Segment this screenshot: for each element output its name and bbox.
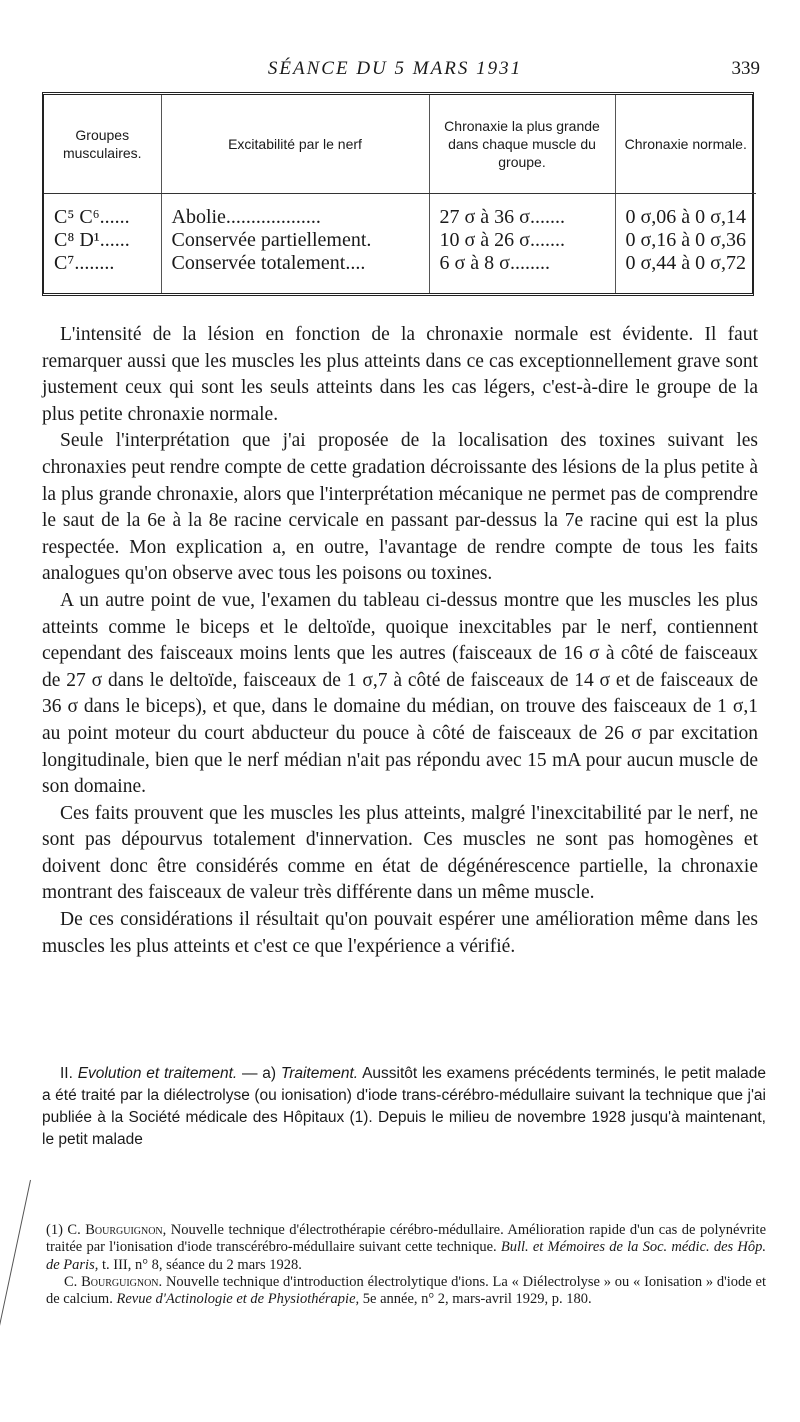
- table-cell: Conservée totalement....: [171, 252, 366, 274]
- footnote-ref: t. III, n° 8, séance du 2 mars 1928.: [101, 1256, 302, 1273]
- table-cell: 10 σ à 26 σ.......: [439, 229, 565, 251]
- groupes-cell: [44, 194, 161, 294]
- footnote-1: [46, 1222, 766, 1274]
- footnote-ref: 5e année, n° 2, mars-avril 1929, p. 180.: [362, 1291, 592, 1308]
- paragraph: De ces considérations il résultait qu'on pouvait espérer une amélioration même dans les muscles les plus atteints et c'est ce que l'expérience a vérifié.: [42, 909, 758, 957]
- paragraph: A un autre point de vue, l'examen du tableau ci-dessus montre que les muscles les plus atteints comme le biceps et le deltoïde, quoique inexcitables par le nerf, contiennent cependant des faisceaux moins lents que les autres (faisceaux de 16 σ à côté de faisceaux de 27 σ dans le deltoïde, faisceaux de 1 σ,7 à côté de faisceaux de 14 σ et de faisceaux de 36 σ dans le biceps), et que, dans le domaine du médian, on trouve des faisceaux de 1 σ,1 au point moteur du court abducteur du pouce à côté de faisceaux de 26 σ par excitation longitudinale, bien que le nerf médian n'ait pas répondu avec 15 mA pour aucun muscle de son domaine.: [42, 589, 758, 798]
- page-number: 339: [731, 58, 760, 79]
- excitabilite-cell: [161, 194, 429, 294]
- footnote-rule: [0, 1180, 31, 1376]
- table-header-row: [44, 95, 756, 194]
- table-cell: 0 σ,06 à 0 σ,14: [625, 206, 746, 228]
- chronaxie-table: [42, 92, 754, 296]
- section-number: II.: [60, 1065, 73, 1082]
- header-chronaxie-normale: Chronaxie normale.: [615, 95, 756, 194]
- table-cell: 0 σ,16 à 0 σ,36: [625, 229, 746, 251]
- header-excitabilite: Excitabilité par le nerf: [161, 95, 429, 194]
- header-chronaxie-max: Chronaxie la plus grande dans chaque muscle du groupe.: [429, 95, 615, 194]
- footnote-journal: Revue d'Actinologie et de Physiothérapie,: [116, 1291, 360, 1308]
- table-cell: Conservée partiellement.: [171, 229, 372, 251]
- footnote-marker: (1): [46, 1222, 63, 1238]
- header-groupes: Groupes musculaires.: [44, 95, 161, 194]
- body-text: [42, 322, 758, 960]
- table-cell: C⁸ D¹......: [54, 229, 130, 251]
- chronaxie-max-cell: [429, 194, 615, 294]
- footnote-journal: Bull. et Mémoires de la Soc. médic. des Hôp. de Paris,: [46, 1239, 766, 1273]
- section-text: Aussitôt les examens précédents terminés, le petit malade a été traité par la diélectrolyse (ou ionisation) d'iode trans-cérébro-médullaire suivant la technique que j'ai publiée à la Société médicale des Hôpitaux (1). Depuis le milieu de novembre 1928 jusqu'à maintenant, le petit malade: [42, 1065, 767, 1148]
- section-title: Evolution et traitement.: [77, 1065, 238, 1082]
- paragraph: Seule l'interprétation que j'ai proposée de la localisation des toxines suivant les chronaxies peut rendre compte de cette gradation décroissante des lésions de la plus petite à la plus grande chronaxie, alors que l'interprétation mécanique ne permet pas de comprendre le saut de la 6e à la 8e racine cervicale en passant par-dessus la 7e racine qui est la plus respectée. Mon explication a, en outre, l'avantage de rendre compte de tous les faits analogues qu'on observe avec tous les poisons ou toxines.: [42, 430, 758, 585]
- footnote-2: [46, 1274, 766, 1309]
- table-cell: 6 σ à 8 σ........: [439, 252, 550, 274]
- table-cell: C⁵ C⁶......: [54, 206, 130, 228]
- table-cell: 27 σ à 36 σ.......: [439, 206, 565, 228]
- running-head: [0, 58, 800, 88]
- paragraph: L'intensité de la lésion en fonction de la chronaxie normale est évidente. Il faut remarquer aussi que les muscles les plus atteints dans ce cas exceptionnellement grave sont justement ceux qui sont les seuls atteints dans les cas légers, c'est-à-dire le groupe de la plus petite chronaxie normale.: [42, 324, 758, 425]
- footnotes: [46, 1222, 766, 1308]
- footnote-author: C. Bourguignon,: [67, 1222, 167, 1238]
- paragraph: Ces faits prouvent que les muscles les plus atteints, malgré l'inexcitabilité par le nerf, ne sont pas dépourvus totalement d'innervation. Ces muscles ne sont pas homogènes et doivent donc être considérés comme en état de dégénérescence partielle, la chronaxie montrant des faisceaux de valeur très différente dans un même muscle.: [42, 802, 758, 904]
- footnote-text: Nouvelle technique d'électrothérapie cérébro-médullaire. Amélioration rapide d'un cas de polynévrite traitée par l'ionisation d'iode transcérébro-médullaire suivant cette technique.: [46, 1222, 767, 1256]
- table-cell: Abolie...................: [171, 206, 321, 228]
- footnote-author: C. Bourguignon.: [64, 1273, 163, 1290]
- table-row: [44, 194, 756, 294]
- chronaxie-normale-cell: [615, 194, 756, 294]
- running-title: SÉANCE DU 5 MARS 1931: [267, 58, 523, 79]
- section-sub-label: — a): [242, 1065, 277, 1082]
- footnote-text: Nouvelle technique d'introduction électrolytique d'ions. La « Diélectrolyse » ou « Ionisation » d'iode et de calcium.: [46, 1273, 766, 1308]
- table-cell: 0 σ,44 à 0 σ,72: [625, 252, 746, 274]
- section-evolution: [42, 1063, 766, 1151]
- section-paragraph: [42, 1063, 766, 1151]
- table-cell: C⁷........: [54, 252, 115, 274]
- section-sub-title: Traitement.: [280, 1065, 359, 1082]
